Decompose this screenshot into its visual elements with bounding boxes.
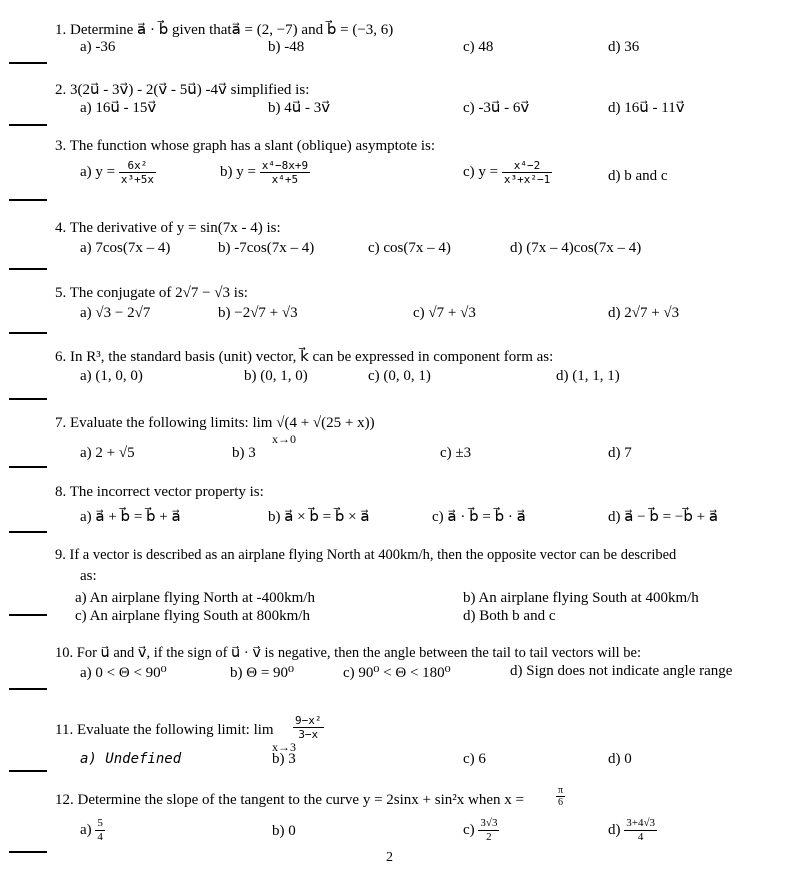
answer-blank-10[interactable] <box>9 688 47 690</box>
q3-c-prefix: c) y = <box>463 163 499 180</box>
q7-option-d: d) 7 <box>608 445 632 461</box>
q3-c-numerator: x⁴−2 <box>502 159 552 173</box>
q12-x-numerator: π <box>558 785 564 796</box>
q12-x-denominator: 6 <box>558 797 564 808</box>
answer-blank-4[interactable] <box>9 268 47 270</box>
q12-a-numerator: 5 <box>97 817 103 829</box>
q1-option-b: b) -48 <box>268 39 305 55</box>
q9-option-a: a) An airplane flying North at -400km/h <box>75 590 315 606</box>
q12-option-d <box>608 817 657 844</box>
q11-limit-subscript: x→3 <box>272 740 296 754</box>
q12-option-c <box>463 817 499 844</box>
q11-option-c: c) 6 <box>463 751 486 767</box>
q2-option-a: a) 16u⃗ - 15v⃗ <box>80 100 157 116</box>
question-1: 1. Determine a⃗ · b⃗ given thata⃗ = (2, −7) and b⃗ = (−3, 6) <box>55 22 394 38</box>
q2-option-d: d) 16u⃗ - 11v⃗ <box>608 100 685 116</box>
answer-blank-3[interactable] <box>9 199 47 201</box>
q3-b-numerator: x⁴−8x+9 <box>261 159 309 172</box>
answer-blank-12[interactable] <box>9 851 47 853</box>
q5-option-a: a) √3 − 2√7 <box>80 305 151 321</box>
q12-c-numerator: 3√3 <box>480 817 498 829</box>
q12-option-a <box>80 817 105 844</box>
answer-blank-2[interactable] <box>9 124 47 126</box>
q7-option-c: c) ±3 <box>440 445 472 461</box>
q4-option-b: b) -7cos(7x – 4) <box>218 240 315 256</box>
q12-option-b: b) 0 <box>272 823 296 839</box>
q1-option-d: d) 36 <box>608 39 640 55</box>
q3-a-fraction <box>119 159 156 186</box>
answer-blank-5[interactable] <box>9 332 47 334</box>
q3-c-fraction <box>502 159 552 186</box>
answer-blank-11[interactable] <box>9 770 47 772</box>
q3-b-denominator: x⁴+5 <box>271 173 299 186</box>
q7-limit-subscript: x→0 <box>272 432 296 446</box>
q11-option-b: b) 3 <box>272 751 296 767</box>
q11-fraction-inner <box>293 714 324 741</box>
q12-c-prefix: c) <box>463 821 475 838</box>
q6-option-c: c) (0, 0, 1) <box>368 368 431 384</box>
q12-d-prefix: d) <box>608 821 621 838</box>
q12-a-fraction <box>95 817 105 844</box>
q4-option-c: c) cos(7x – 4) <box>368 240 451 256</box>
q3-option-a <box>80 159 156 186</box>
question-12: 12. Determine the slope of the tangent to the curve y = 2sinx + sin²x when x = <box>55 792 524 808</box>
q9-option-c: c) An airplane flying South at 800km/h <box>75 608 310 624</box>
q10-option-a: a) 0 < Θ < 90⁰ <box>80 665 167 681</box>
q11-denominator: 3−x <box>298 728 319 741</box>
answer-blank-6[interactable] <box>9 398 47 400</box>
q9-option-b: b) An airplane flying South at 400km/h <box>463 590 699 606</box>
q5-option-c: c) √7 + √3 <box>413 305 476 321</box>
question-5: 5. The conjugate of 2√7 − √3 is: <box>55 285 248 301</box>
q4-option-a: a) 7cos(7x – 4) <box>80 240 171 256</box>
q8-option-d: d) a⃗ − b⃗ = −b⃗ + a⃗ <box>608 509 719 525</box>
q1-option-a: a) -36 <box>80 39 116 55</box>
q11-option-d: d) 0 <box>608 751 632 767</box>
q10-option-d: d) Sign does not indicate angle range <box>510 663 733 679</box>
answer-blank-7[interactable] <box>9 466 47 468</box>
q2-option-b: b) 4u⃗ - 3v⃗ <box>268 100 331 116</box>
q8-option-b: b) a⃗ × b⃗ = b⃗ × a⃗ <box>268 509 370 525</box>
q3-c-denominator: x³+x²−1 <box>503 173 551 186</box>
q12-c-denominator: 2 <box>486 831 492 843</box>
q3-a-prefix: a) y = <box>80 163 116 180</box>
q3-option-d: d) b and c <box>608 168 668 184</box>
q10-option-c: c) 90⁰ < Θ < 180⁰ <box>343 665 451 681</box>
page-number: 2 <box>386 850 393 865</box>
q7-option-b: b) 3 <box>232 445 256 461</box>
q12-d-denominator: 4 <box>637 831 644 843</box>
q10-option-b: b) Θ = 90⁰ <box>230 665 295 681</box>
answer-blank-8[interactable] <box>9 531 47 533</box>
q6-option-d: d) (1, 1, 1) <box>556 368 620 384</box>
q11-numerator: 9−x² <box>295 714 322 727</box>
q12-d-fraction <box>624 817 657 844</box>
q4-option-d: d) (7x – 4)cos(7x – 4) <box>510 240 642 256</box>
q12-a-prefix: a) <box>80 821 92 838</box>
q3-a-numerator: 6x² <box>119 159 156 173</box>
q6-option-a: a) (1, 0, 0) <box>80 368 143 384</box>
q11-fraction <box>293 714 324 741</box>
question-8: 8. The incorrect vector property is: <box>55 484 264 500</box>
question-9: 9. If a vector is described as an airplane flying North at 400km/h, then the opposite vector can be described <box>55 547 677 563</box>
question-3: 3. The function whose graph has a slant (oblique) asymptote is: <box>55 138 436 154</box>
q12-x-fraction <box>556 785 565 808</box>
q3-b-prefix: b) y = <box>220 163 256 180</box>
question-2: 2. 3(2u⃗ - 3v⃗) - 2(v⃗ - 5u⃗) -4v⃗ simplified is: <box>55 82 310 98</box>
answer-blank-1[interactable] <box>9 62 47 64</box>
q11-option-a: a) Undefined <box>80 751 182 767</box>
q5-option-d: d) 2√7 + √3 <box>608 305 680 321</box>
q3-b-fraction <box>260 159 310 186</box>
q3-a-denominator: x³+5x <box>120 173 154 186</box>
question-4: 4. The derivative of y = sin(7x - 4) is: <box>55 220 281 236</box>
question-9-continued: as: <box>80 568 97 584</box>
q12-x-fraction-inner <box>556 785 565 808</box>
q3-option-b <box>220 159 310 186</box>
question-6: 6. In R³, the standard basis (unit) vector, k⃗ can be expressed in component form as: <box>55 349 554 365</box>
question-11: 11. Evaluate the following limit: lim <box>55 722 274 738</box>
q7-option-a: a) 2 + √5 <box>80 445 135 461</box>
q1-option-c: c) 48 <box>463 39 494 55</box>
q12-c-fraction <box>478 817 499 844</box>
question-7: 7. Evaluate the following limits: lim √(4 + √(25 + x)) <box>55 415 375 431</box>
q2-option-c: c) -3u⃗ - 6v⃗ <box>463 100 530 116</box>
q3-option-c <box>463 159 552 186</box>
q8-option-a: a) a⃗ + b⃗ = b⃗ + a⃗ <box>80 509 181 525</box>
q12-a-denominator: 4 <box>97 831 103 843</box>
q8-option-c: c) a⃗ · b⃗ = b⃗ · a⃗ <box>432 509 526 525</box>
question-10: 10. For u⃗ and v⃗, if the sign of u⃗ · v⃗ is negative, then the angle between the tail to tail vectors will be: <box>55 645 641 661</box>
q5-option-b: b) −2√7 + √3 <box>218 305 298 321</box>
q12-d-numerator: 3+4√3 <box>626 817 655 829</box>
answer-blank-9[interactable] <box>9 614 47 616</box>
q6-option-b: b) (0, 1, 0) <box>244 368 308 384</box>
q9-option-d: d) Both b and c <box>463 608 556 624</box>
